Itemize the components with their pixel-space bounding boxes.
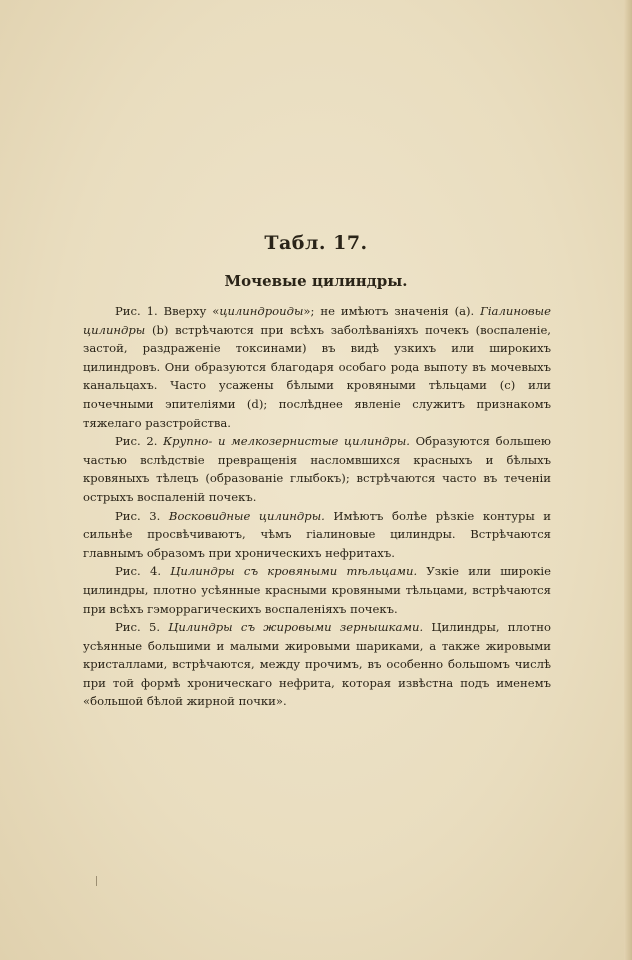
text-segment: Цилиндры, плотно усѣянные большими и малыми жировыми шариками, а также жировыми кристаллами, встрѣчаются, между прочимъ, въ особенно большомъ числѣ при той формѣ хроническаго нефрита, которая извѣстна подъ именемъ «большой бѣлой жирной почки». <box>83 620 551 709</box>
text-segment: Рис. 2. <box>115 434 164 449</box>
text-segment: Рис. 5. <box>115 620 169 635</box>
term-italic: Крупно- и мелкозернистые цилиндры. <box>163 434 410 449</box>
paragraph-fig-1 <box>83 302 551 432</box>
text-segment: Рис. 1. Вверху « <box>115 304 220 318</box>
text-segment: »; не имѣютъ значенія (а). <box>303 304 481 318</box>
paragraph-fig-5 <box>83 618 551 711</box>
text-segment: Рис. 3. <box>115 508 169 523</box>
term-italic: цилиндроиды <box>219 304 304 318</box>
term-italic: Восковидные цилиндры. <box>168 508 325 523</box>
paragraph-fig-2 <box>83 432 551 506</box>
text-segment: Образуются большею частью вслѣдствіе превращенія насломвшихся красныхъ и бѣлыхъ кровяныхъ тѣлецъ (образованіе глыбокъ); встрѣчаются часто въ теченіи острыхъ воспаленій почекъ. <box>83 434 551 504</box>
section-title: Мочевые цилиндры. <box>224 272 408 290</box>
text-segment: Узкіе или широкіе цилиндры, плотно усѣянные красными кровяными тѣльцами, встрѣчаются при всѣхъ гэморрагическихъ воспаленіяхъ почекъ. <box>83 564 552 616</box>
paragraph-fig-3 <box>83 507 551 563</box>
term-italic: Гіалиновые цилиндры <box>83 304 551 337</box>
page-title: Табл. 17. <box>264 232 368 254</box>
text-segment: Рис. 4. <box>115 564 171 579</box>
paragraph-fig-4 <box>83 562 551 618</box>
page-edge <box>624 0 632 960</box>
term-italic: Цилиндры съ кровяными тѣльцами. <box>170 564 418 579</box>
text-body <box>83 302 551 711</box>
print-mark <box>96 876 97 886</box>
term-italic: Цилиндры съ жировыми зернышками. <box>168 620 424 635</box>
text-segment: (b) встрѣчаются при всѣхъ заболѣваніяхъ почекъ (воспаленіе, застой, раздраженіе токсинами) въ видѣ узкихъ или широкихъ цилиндровъ. Они образуются благодаря особаго рода выпоту въ мочевыхъ канальцахъ. Часто усажены бѣлыми кровяными тѣльцами (с) или почечными эпителіями (d); послѣднее явленіе служитъ признакомъ тяжелаго разстройства. <box>83 322 551 430</box>
text-segment: Имѣютъ болѣе рѣзкіе контуры и сильнѣе просвѣчиваютъ, чѣмъ гіалиновые цилиндры. Встрѣчаются главнымъ образомъ при хроническихъ нефритахъ. <box>83 508 552 560</box>
